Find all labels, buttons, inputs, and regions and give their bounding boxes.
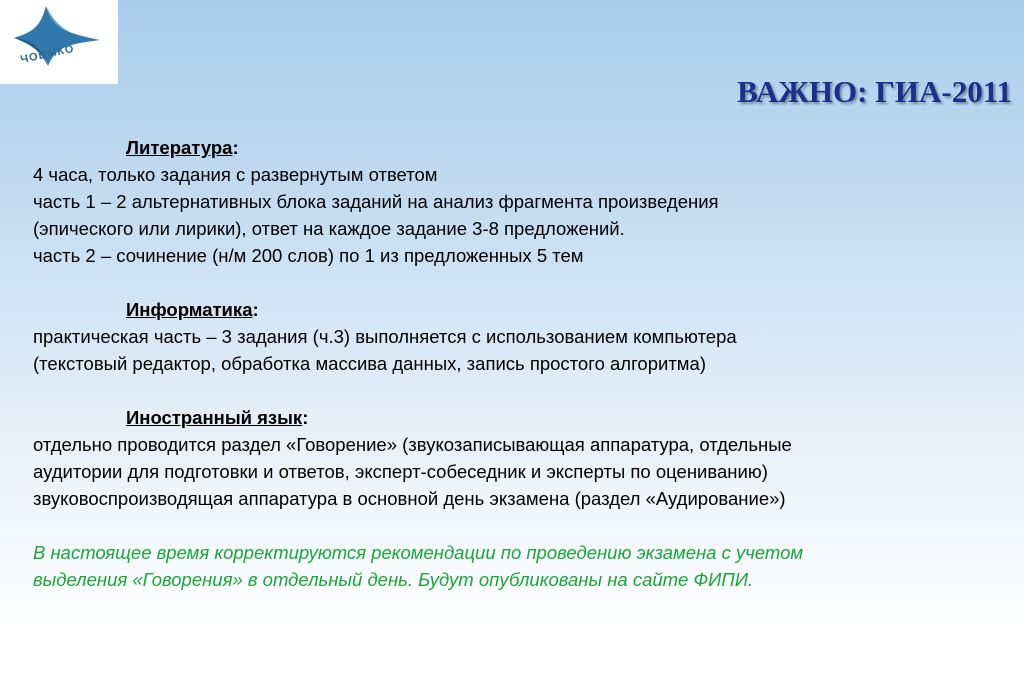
highlight-note: [33, 539, 1008, 593]
section-heading-text: Иностранный язык: [126, 407, 303, 428]
section-heading-text: Информатика: [126, 299, 253, 320]
slide-content: [33, 134, 1008, 593]
logo-emblem-icon: [0, 0, 118, 84]
section-heading-colon: :: [232, 137, 239, 158]
logo: [0, 0, 118, 84]
section-literature: [33, 134, 1008, 269]
body-line: (эпического или лирики), ответ на каждое задание 3-8 предложений.: [33, 218, 625, 239]
slide-title: ВАЖНО: ГИА-2011: [737, 74, 1012, 109]
section-heading: [33, 404, 1008, 431]
note-line: В настоящее время корректируются рекомендации по проведению экзамена с учетом: [33, 542, 804, 563]
body-line: 4 часа, только задания с развернутым ответом: [33, 164, 438, 185]
body-line: практическая часть – 3 задания (ч.3) выполняется с использованием компьютера: [33, 326, 737, 347]
body-line: отдельно проводится раздел «Говорение» (звукозаписывающая аппаратура, отдельные: [33, 434, 792, 455]
body-line: часть 1 – 2 альтернативных блока заданий на анализ фрагмента произведения: [33, 191, 719, 212]
note-line: выделения «Говорения» в отдельный день. Будут опубликованы на сайте ФИПИ.: [33, 569, 754, 590]
body-line: часть 2 – сочинение (н/м 200 слов) по 1 из предложенных 5 тем: [33, 245, 584, 266]
body-line: аудитории для подготовки и ответов, эксперт-собеседник и эксперты по оцениванию): [33, 461, 768, 482]
section-heading: [33, 134, 1008, 161]
section-heading-colon: :: [302, 407, 309, 428]
section-heading: [33, 296, 1008, 323]
section-heading-colon: :: [252, 299, 259, 320]
section-heading-text: Литература: [126, 137, 233, 158]
section-foreign-language: [33, 404, 1008, 512]
body-line: (текстовый редактор, обработка массива данных, запись простого алгоритма): [33, 353, 706, 374]
body-line: звуковоспроизводящая аппаратура в основной день экзамена (раздел «Аудирование»): [33, 488, 786, 509]
logo-text: ЧОЦМКО: [19, 42, 76, 66]
section-informatics: [33, 296, 1008, 377]
